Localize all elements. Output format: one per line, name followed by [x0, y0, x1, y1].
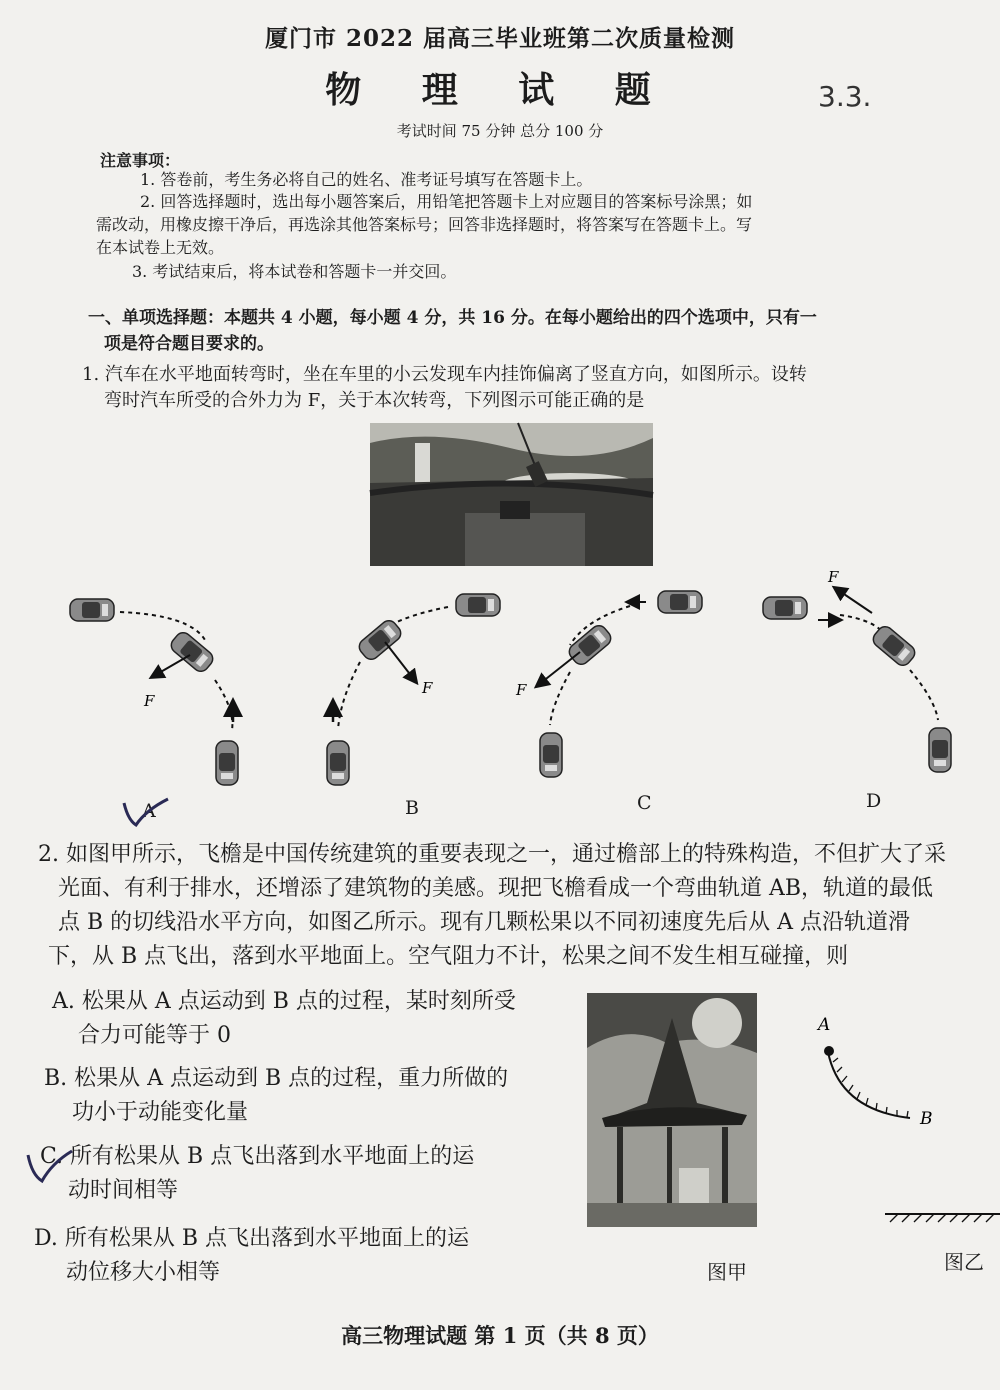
option-label-d: D	[866, 790, 882, 812]
option-label-a: A	[142, 800, 156, 822]
question-1-text	[82, 362, 952, 414]
q2-line-1: 2. 如图甲所示，飞檐是中国传统建筑的重要表现之一，通过檐部上的特殊构造，不但扩大了采	[38, 842, 946, 867]
q1-diagrams	[40, 568, 960, 820]
point-a-label: A	[818, 1015, 831, 1035]
notice-item-3: 3. 考试结束后，将本试卷和答题卡一并交回。	[132, 262, 457, 281]
section-line-1: 一、单项选择题：本题共 4 小题，每小题 4 分，共 16 分。在每小题给出的四个选项中，只有一	[88, 308, 817, 328]
q2-option-b-line-1: B. 松果从 A 点运动到 B 点的过程，重力所做的	[44, 1066, 509, 1091]
force-label-b: F	[422, 679, 433, 697]
page-footer: 高三物理试题 第 1 页（共 8 页）	[341, 1323, 659, 1348]
track-diagram	[780, 1000, 1000, 1280]
diagram-option-c	[515, 591, 702, 777]
q2-option-d-line-1: D. 所有松果从 B 点飞出落到水平地面上的运	[34, 1226, 469, 1251]
diagram-option-d	[763, 568, 951, 772]
force-label-d: F	[828, 568, 839, 586]
exam-header: 厦门市 2022 届高三毕业班第二次质量检测	[264, 25, 736, 52]
q1-line-1: 1. 汽车在水平地面转弯时，坐在车里的小云发现车内挂饰偏离了竖直方向，如图所示。设转	[82, 364, 807, 385]
pavilion-photo	[587, 993, 757, 1227]
q2-line-3: 点 B 的切线沿水平方向，如图乙所示。现有几颗松果以不同初速度先后从 A 点沿轨道滑	[58, 910, 911, 935]
q2-option-d-line-2: 动位移大小相等	[66, 1260, 221, 1285]
diagram-option-b	[327, 594, 500, 785]
q2-option-a-line-2: 合力可能等于 0	[78, 1023, 231, 1048]
notice-heading: 注意事项：	[100, 151, 181, 170]
exam-info: 考试时间 75 分钟 总分 100 分	[396, 122, 604, 140]
notice-item-1: 1. 答卷前，考生务必将自己的姓名、准考证号填写在答题卡上。	[140, 170, 593, 189]
option-label-b: B	[405, 797, 419, 819]
point-b-label: B	[920, 1109, 933, 1129]
q2-option-c-line-1: C. 所有松果从 B 点飞出落到水平地面上的运	[40, 1144, 475, 1169]
figure-a-label: 图甲	[707, 1260, 747, 1284]
question-2-text	[38, 838, 1000, 974]
handwritten-note: 3.3.	[818, 80, 872, 113]
q2-line-2: 光面、有利于排水，还增添了建筑物的美感。现把飞檐看成一个弯曲轨道 AB，轨道的最低	[58, 876, 934, 901]
notice-item-2b: 需改动，用橡皮擦干净后，再选涂其他答案标号；回答非选择题时，将答案写在答题卡上。写	[96, 215, 753, 234]
option-a-block	[52, 985, 582, 1053]
notice-item-2c: 在本试卷上无效。	[96, 238, 225, 257]
diagram-option-a	[70, 599, 238, 785]
section-line-2: 项是符合题目要求的。	[104, 334, 274, 354]
option-label-c: C	[637, 792, 652, 814]
q2-option-b-line-2: 功小于动能变化量	[72, 1100, 249, 1125]
car-interior-photo	[370, 423, 653, 566]
q2-option-c-line-2: 动时间相等	[68, 1178, 179, 1203]
q1-line-2: 弯时汽车所受的合外力为 F，关于本次转弯，下列图示可能正确的是	[104, 390, 645, 411]
check-mark-icon	[118, 795, 178, 835]
q2-option-a-line-1: A. 松果从 A 点运动到 B 点的过程，某时刻所受	[52, 989, 516, 1014]
option-d-block	[34, 1222, 584, 1290]
page-title: 物 理 试 题	[325, 69, 675, 111]
force-label-c: F	[516, 681, 527, 699]
notice-item-2a: 2. 回答选择题时，选出每小题答案后，用铅笔把答题卡上对应题目的答案标号涂黑；如	[140, 192, 753, 211]
check-mark-icon-c	[22, 1145, 77, 1190]
force-label-a: F	[144, 692, 155, 710]
section-heading	[88, 305, 948, 357]
q2-line-4: 下，从 B 点飞出，落到水平地面上。空气阻力不计，松果之间不发生相互碰撞，则	[48, 944, 849, 969]
figure-b-label: 图乙	[944, 1250, 984, 1274]
option-b-block	[44, 1062, 584, 1130]
option-c-block	[40, 1140, 585, 1208]
